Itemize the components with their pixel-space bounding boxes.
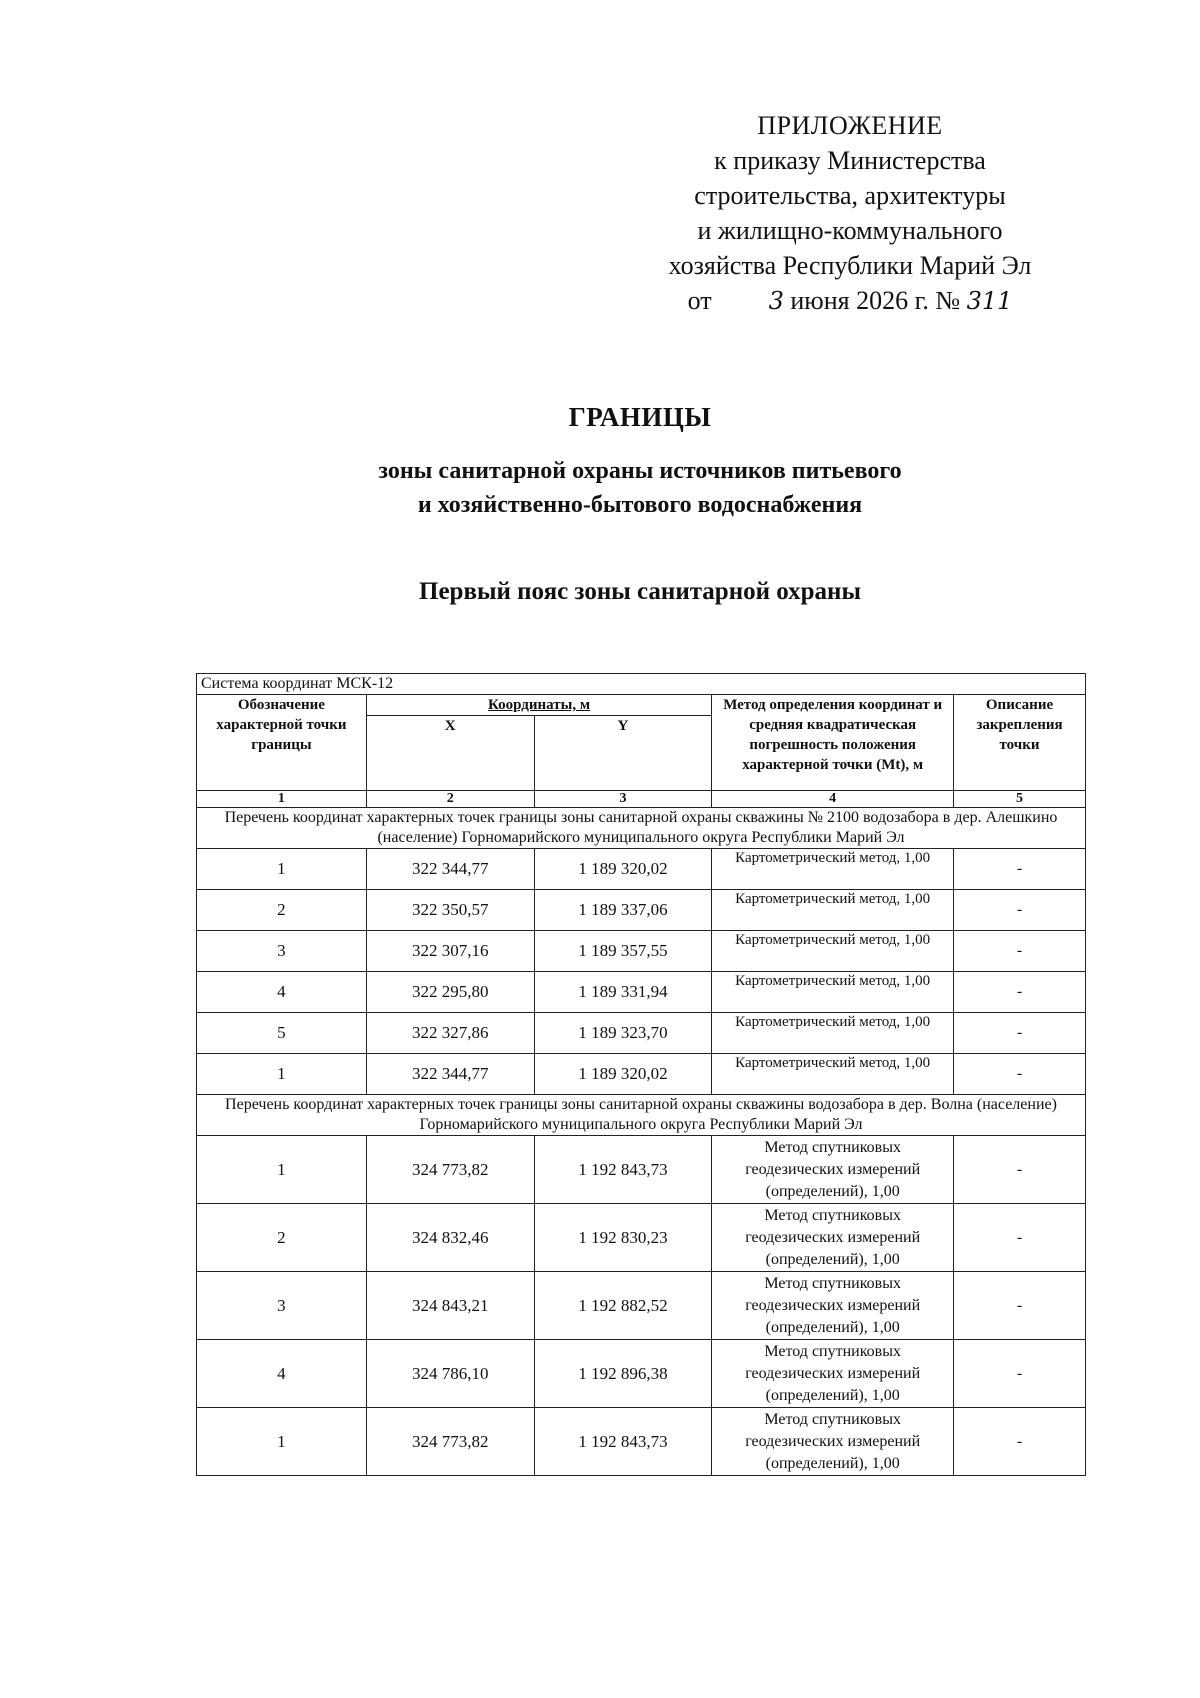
table-row xyxy=(197,849,1086,890)
y-coordinate-cell: 1 189 323,70 xyxy=(534,1013,712,1054)
description-cell: - xyxy=(954,931,1086,972)
appendix-line: строительства, архитектуры xyxy=(694,181,1006,210)
method-cell: Картометрический метод, 1,00 xyxy=(712,1054,954,1095)
x-coordinate-cell: 322 344,77 xyxy=(366,849,534,890)
point-cell: 1 xyxy=(197,1136,367,1204)
order-date-line xyxy=(640,283,1060,319)
appendix-block xyxy=(640,108,1060,319)
section-title: Перечень координат характерных точек границы зоны санитарной охраны скважины № 2100 водозабора в дер. Алешкино (население) Горномарийского муниципального округа Республики Марий Эл xyxy=(197,808,1086,849)
point-cell: 5 xyxy=(197,1013,367,1054)
description-cell: - xyxy=(954,1204,1086,1272)
method-cell: Метод спутниковых геодезических измерений (определений), 1,00 xyxy=(712,1204,954,1272)
header-description: Описание закрепления точки xyxy=(954,695,1086,791)
description-cell: - xyxy=(954,849,1086,890)
point-cell: 1 xyxy=(197,1408,367,1476)
x-coordinate-cell: 324 832,46 xyxy=(366,1204,534,1272)
method-cell: Метод спутниковых геодезических измерений (определений), 1,00 xyxy=(712,1136,954,1204)
column-number: 2 xyxy=(366,791,534,808)
section-header-row xyxy=(197,1095,1086,1136)
method-cell: Картометрический метод, 1,00 xyxy=(712,849,954,890)
x-coordinate-cell: 324 843,21 xyxy=(366,1272,534,1340)
header-method: Метод определения координат и средняя квадратическая погрешность положения характерной точки (Mt), м xyxy=(712,695,954,791)
order-number-handwritten: 311 xyxy=(966,287,1013,315)
method-cell: Метод спутниковых геодезических измерений (определений), 1,00 xyxy=(712,1340,954,1408)
method-cell: Метод спутниковых геодезических измерений (определений), 1,00 xyxy=(712,1408,954,1476)
y-coordinate-cell: 1 192 896,38 xyxy=(534,1340,712,1408)
method-cell: Картометрический метод, 1,00 xyxy=(712,972,954,1013)
document-subtitle xyxy=(0,454,1200,522)
point-cell: 3 xyxy=(197,1272,367,1340)
description-cell: - xyxy=(954,972,1086,1013)
method-cell: Метод спутниковых геодезических измерений (определений), 1,00 xyxy=(712,1272,954,1340)
point-cell: 4 xyxy=(197,972,367,1013)
column-numbers-row xyxy=(197,791,1086,808)
x-coordinate-cell: 322 350,57 xyxy=(366,890,534,931)
method-cell: Картометрический метод, 1,00 xyxy=(712,931,954,972)
x-coordinate-cell: 324 773,82 xyxy=(366,1408,534,1476)
date-rest: июня 2026 г. № xyxy=(790,286,961,315)
point-cell: 1 xyxy=(197,1054,367,1095)
y-coordinate-cell: 1 189 320,02 xyxy=(534,1054,712,1095)
x-coordinate-cell: 322 307,16 xyxy=(366,931,534,972)
section-header-row xyxy=(197,808,1086,849)
description-cell: - xyxy=(954,1013,1086,1054)
table-row xyxy=(197,1054,1086,1095)
y-coordinate-cell: 1 192 882,52 xyxy=(534,1272,712,1340)
y-coordinate-cell: 1 189 320,02 xyxy=(534,849,712,890)
table-row xyxy=(197,1408,1086,1476)
column-number: 1 xyxy=(197,791,367,808)
point-cell: 3 xyxy=(197,931,367,972)
point-cell: 1 xyxy=(197,849,367,890)
header-point: Обозначение характерной точки границы xyxy=(197,695,367,791)
coordinate-system-label: Система координат МСК-12 xyxy=(197,674,1086,695)
table-row xyxy=(197,1013,1086,1054)
subtitle-line: и хозяйственно-бытового водоснабжения xyxy=(417,492,863,518)
description-cell: - xyxy=(954,890,1086,931)
x-coordinate-cell: 322 327,86 xyxy=(366,1013,534,1054)
y-coordinate-cell: 1 192 830,23 xyxy=(534,1204,712,1272)
appendix-title: ПРИЛОЖЕНИЕ xyxy=(757,111,943,140)
y-coordinate-cell: 1 192 843,73 xyxy=(534,1408,712,1476)
date-prefix: от xyxy=(687,286,712,315)
table-row xyxy=(197,931,1086,972)
system-row xyxy=(197,674,1086,695)
table-row xyxy=(197,890,1086,931)
x-coordinate-cell: 322 295,80 xyxy=(366,972,534,1013)
y-coordinate-cell: 1 189 337,06 xyxy=(534,890,712,931)
header-coords: Координаты, м xyxy=(366,695,711,716)
point-cell: 2 xyxy=(197,1204,367,1272)
y-coordinate-cell: 1 189 357,55 xyxy=(534,931,712,972)
point-cell: 2 xyxy=(197,890,367,931)
description-cell: - xyxy=(954,1054,1086,1095)
y-coordinate-cell: 1 192 843,73 xyxy=(534,1136,712,1204)
table-row xyxy=(197,1272,1086,1340)
appendix-line: и жилищно-коммунального xyxy=(697,216,1003,245)
description-cell: - xyxy=(954,1136,1086,1204)
description-cell: - xyxy=(954,1272,1086,1340)
header-y: Y xyxy=(534,716,712,791)
table-row xyxy=(197,1136,1086,1204)
coordinates-table xyxy=(196,673,1086,1476)
description-cell: - xyxy=(954,1340,1086,1408)
y-coordinate-cell: 1 189 331,94 xyxy=(534,972,712,1013)
method-cell: Картометрический метод, 1,00 xyxy=(712,1013,954,1054)
column-number: 4 xyxy=(712,791,954,808)
table-row xyxy=(197,1340,1086,1408)
table-row xyxy=(197,1204,1086,1272)
subtitle-line: зоны санитарной охраны источников питьевого xyxy=(378,458,902,484)
x-coordinate-cell: 324 786,10 xyxy=(366,1340,534,1408)
section-title: Перечень координат характерных точек границы зоны санитарной охраны скважины водозабора в дер. Волна (население) Горномарийского муниципального округа Республики Марий Эл xyxy=(197,1095,1086,1136)
appendix-line: хозяйства Республики Марий Эл xyxy=(668,251,1032,280)
method-cell: Картометрический метод, 1,00 xyxy=(712,890,954,931)
belt-title: Первый пояс зоны санитарной охраны xyxy=(419,578,861,605)
appendix-line: к приказу Министерства xyxy=(714,146,986,175)
column-number: 3 xyxy=(534,791,712,808)
header-row xyxy=(197,695,1086,716)
document-title: ГРАНИЦЫ xyxy=(568,402,712,432)
column-number: 5 xyxy=(954,791,1086,808)
header-x: X xyxy=(366,716,534,791)
point-cell: 4 xyxy=(197,1340,367,1408)
x-coordinate-cell: 322 344,77 xyxy=(366,1054,534,1095)
date-day-handwritten: 3 xyxy=(768,287,784,315)
description-cell: - xyxy=(954,1408,1086,1476)
x-coordinate-cell: 324 773,82 xyxy=(366,1136,534,1204)
table-row xyxy=(197,972,1086,1013)
